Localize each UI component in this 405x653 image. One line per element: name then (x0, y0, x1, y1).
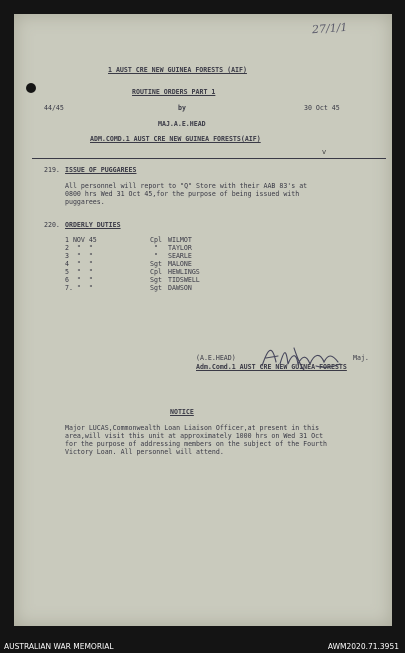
orders-number: 44/45 (44, 104, 64, 112)
punch-hole (26, 83, 36, 93)
orders-title: ROUTINE ORDERS PART 1 (132, 88, 216, 96)
duty-rank: Cpl (150, 268, 162, 276)
item-219-heading: ISSUE OF PUGGAREES (65, 166, 137, 174)
by-label: by (178, 104, 186, 112)
notice-line-4: Victory Loan. All personnel will attend. (65, 448, 224, 456)
duty-name: SEARLE (168, 252, 192, 260)
archive-name: AUSTRALIAN WAR MEMORIAL (4, 642, 114, 651)
item-219-number: 219. (44, 166, 60, 174)
duty-name: WILMOT (168, 236, 192, 244)
duty-date: 3 " " (65, 252, 93, 260)
duty-name: DAWSON (168, 284, 192, 292)
notice-line-1: Major LUCAS,Commonwealth Loan Liaison Officer,at present in this (65, 424, 320, 432)
duty-rank: Cpl (150, 236, 162, 244)
duty-date: 1 NOV 45 (65, 236, 97, 244)
duty-date: 4 " " (65, 260, 93, 268)
duty-date: 7. " " (65, 284, 93, 292)
document-page (14, 14, 392, 626)
item-219-line-3: puggarees. (65, 198, 105, 206)
item-219-line-1: All personnel will report to "Q" Store with their AAB 83's at (65, 182, 308, 190)
handwritten-reference: 27/1/1 (311, 20, 348, 37)
signatory-rank: Maj. (353, 354, 369, 362)
officer-appointment: ADM.COMD.1 AUST CRE NEW GUINEA FORESTS(AIF) (90, 135, 261, 143)
duty-rank: Sgt (150, 284, 162, 292)
orders-date: 30 Oct 45 (304, 104, 340, 112)
check-mark: v (322, 148, 327, 156)
signatory-appointment: Adm.Comd.1 AUST CRE NEW GUINEA FORESTS (196, 363, 347, 371)
archive-accession-number: AWM2020.71.3951 (327, 642, 399, 651)
signatory-name: (A.E.HEAD) (196, 354, 236, 362)
archive-footer (0, 640, 405, 653)
duty-rank: Sgt (150, 276, 162, 284)
duty-date: 5 " " (65, 268, 93, 276)
item-220-heading: ORDERLY DUTIES (65, 221, 121, 229)
item-219-line-2: 0800 hrs Wed 31 Oct 45,for the purpose of being issued with (65, 190, 300, 198)
duty-name: TIDSWELL (168, 276, 200, 284)
duty-name: MALONE (168, 260, 192, 268)
notice-line-2: area,will visit this unit at approximately 1000 hrs on Wed 31 Oct (65, 432, 324, 440)
notice-heading: NOTICE (170, 408, 194, 416)
duty-rank: Sgt (150, 260, 162, 268)
unit-heading: 1 AUST CRE NEW GUINEA FORESTS (AIF) (108, 66, 247, 74)
duty-rank: " (150, 252, 158, 260)
header-divider (32, 158, 386, 159)
duty-rank: " (150, 244, 158, 252)
duty-name: TAYLOR (168, 244, 192, 252)
duty-name: HEWLINGS (168, 268, 200, 276)
notice-line-3: for the purpose of addressing members on the subject of the Fourth (65, 440, 328, 448)
duty-date: 6 " " (65, 276, 93, 284)
officer-name: MAJ.A.E.HEAD (158, 120, 206, 128)
duty-date: 2 " " (65, 244, 93, 252)
item-220-number: 220. (44, 221, 60, 229)
